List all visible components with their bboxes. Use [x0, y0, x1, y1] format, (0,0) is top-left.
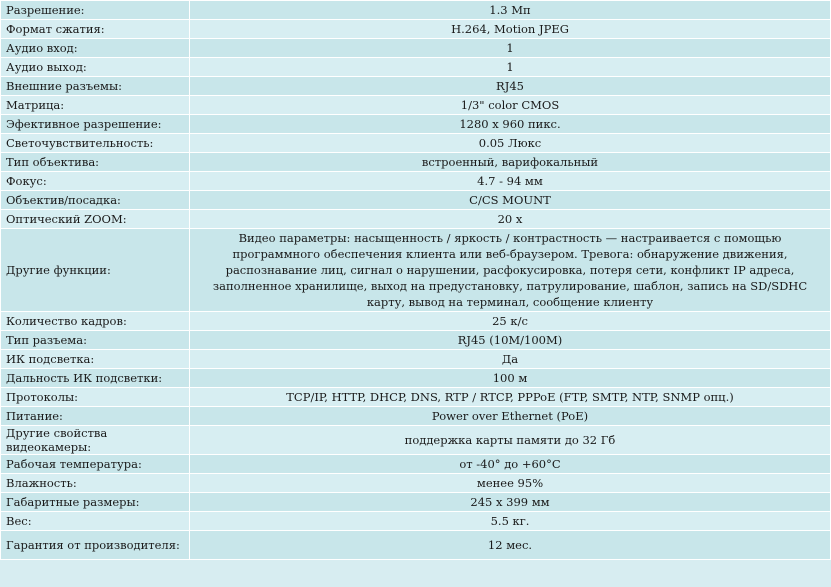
spec-value: 5.5 кг.	[190, 512, 831, 531]
spec-label: Оптический ZOOM:	[1, 210, 190, 229]
spec-row-audio-in	[1, 39, 831, 58]
spec-row-resolution	[1, 1, 831, 20]
spec-label: Светочувствительность:	[1, 134, 190, 153]
spec-value: 245 x 399 мм	[190, 493, 831, 512]
spec-value: 12 мес.	[190, 531, 831, 560]
spec-label: Объектив/посадка:	[1, 191, 190, 210]
spec-label: Дальность ИК подсветки:	[1, 369, 190, 388]
spec-row-optical-zoom	[1, 210, 831, 229]
spec-value: 25 к/с	[190, 312, 831, 331]
spec-label: Тип объектива:	[1, 153, 190, 172]
spec-label: Аудио выход:	[1, 58, 190, 77]
spec-label: Другие функции:	[1, 229, 190, 312]
spec-value: менее 95%	[190, 474, 831, 493]
spec-value: 1280 x 960 пикс.	[190, 115, 831, 134]
spec-label: Другие свойства видеокамеры:	[1, 426, 190, 455]
spec-label: Габаритные размеры:	[1, 493, 190, 512]
spec-row-sensor	[1, 96, 831, 115]
spec-label: Фокус:	[1, 172, 190, 191]
spec-row-operating-temperature	[1, 455, 831, 474]
spec-row-protocols	[1, 388, 831, 407]
spec-label: Влажность:	[1, 474, 190, 493]
spec-label: Эфективное разрешение:	[1, 115, 190, 134]
spec-label: Количество кадров:	[1, 312, 190, 331]
spec-value: Да	[190, 350, 831, 369]
spec-row-frame-rate	[1, 312, 831, 331]
spec-row-other-functions	[1, 229, 831, 312]
spec-row-dimensions	[1, 493, 831, 512]
spec-value: встроенный, варифокальный	[190, 153, 831, 172]
spec-label: Тип разъема:	[1, 331, 190, 350]
spec-row-sensitivity	[1, 134, 831, 153]
spec-label: ИК подсветка:	[1, 350, 190, 369]
spec-row-humidity	[1, 474, 831, 493]
spec-row-ir-range	[1, 369, 831, 388]
spec-value: TCP/IP, HTTP, DHCP, DNS, RTP / RTCP, PPPoE (FTP, SMTP, NTP, SNMP опц.)	[190, 388, 831, 407]
spec-label: Формат сжатия:	[1, 20, 190, 39]
spec-label: Внешние разъемы:	[1, 77, 190, 96]
spec-value: H.264, Motion JPEG	[190, 20, 831, 39]
spec-value: от -40° до +60°C	[190, 455, 831, 474]
spec-label: Рабочая температура:	[1, 455, 190, 474]
spec-value: 100 м	[190, 369, 831, 388]
spec-row-warranty	[1, 531, 831, 560]
spec-value: 1	[190, 39, 831, 58]
spec-label: Разрешение:	[1, 1, 190, 20]
spec-label: Аудио вход:	[1, 39, 190, 58]
spec-row-power	[1, 407, 831, 426]
spec-value: поддержка карты памяти до 32 Гб	[190, 426, 831, 455]
spec-value: 20 x	[190, 210, 831, 229]
spec-value: 1	[190, 58, 831, 77]
spec-label: Протоколы:	[1, 388, 190, 407]
spec-row-lens-type	[1, 153, 831, 172]
spec-label: Гарантия от производителя:	[1, 531, 190, 560]
spec-value: RJ45	[190, 77, 831, 96]
spec-row-focus	[1, 172, 831, 191]
spec-row-connector-type	[1, 331, 831, 350]
spec-label: Питание:	[1, 407, 190, 426]
spec-row-other-properties	[1, 426, 831, 455]
spec-row-compression	[1, 20, 831, 39]
spec-value: 4.7 - 94 мм	[190, 172, 831, 191]
spec-label: Вес:	[1, 512, 190, 531]
spec-row-connectors	[1, 77, 831, 96]
spec-row-lens-mount	[1, 191, 831, 210]
spec-value: RJ45 (10M/100M)	[190, 331, 831, 350]
spec-value: Видео параметры: насыщенность / яркость / контрастность — настраивается с помощью программного обеспечения клиента или веб-браузером. Тревога: обнаружение движения, распознавание лиц, сигнал о нарушении, расфокусировка, потеря сети, конфликт IP адреса, заполненное хранилище, выход на предустановку, патрулирование, шаблон, запись на SD/SDHC карту, вывод на терминал, сообщение клиенту	[190, 229, 831, 312]
spec-row-ir-illumination	[1, 350, 831, 369]
spec-row-effective-resolution	[1, 115, 831, 134]
spec-value: 0.05 Люкс	[190, 134, 831, 153]
spec-value: C/CS MOUNT	[190, 191, 831, 210]
spec-row-audio-out	[1, 58, 831, 77]
spec-value: Power over Ethernet (PoE)	[190, 407, 831, 426]
spec-value: 1.3 Мп	[190, 1, 831, 20]
spec-row-weight	[1, 512, 831, 531]
spec-value: 1/3" color CMOS	[190, 96, 831, 115]
spec-label: Матрица:	[1, 96, 190, 115]
